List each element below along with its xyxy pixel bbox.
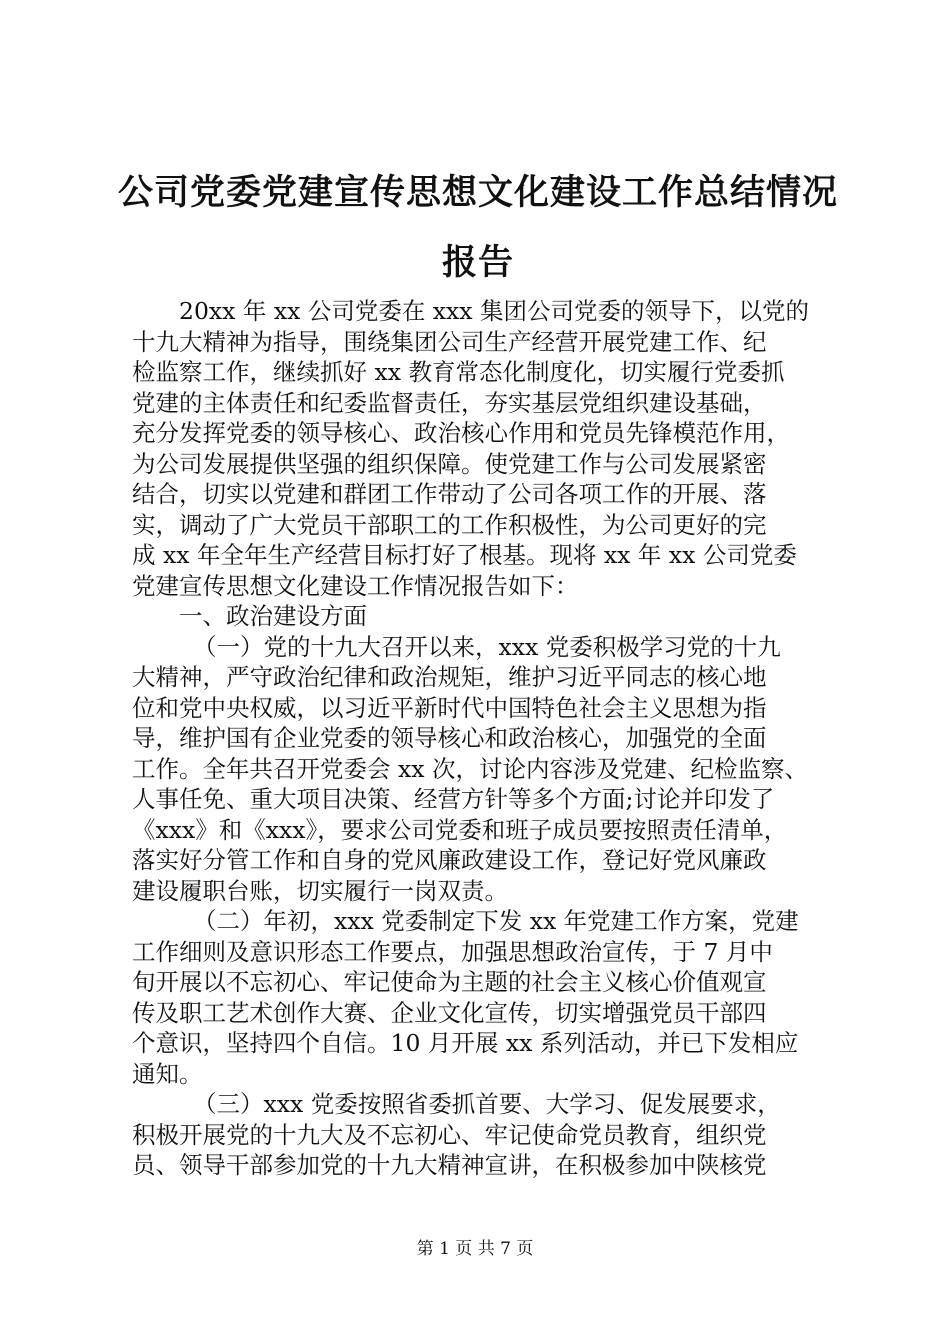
body-line: 导，维护国有企业党委的领导核心和政治核心，加强党的全面 xyxy=(132,724,767,752)
body-line: 位和党中央权威，以习近平新时代中国特色社会主义思想为指 xyxy=(132,693,767,722)
body-line: 检监察工作，继续抓好 xx 教育常态化制度化，切实履行党委抓 xyxy=(132,358,785,386)
title-line-2: 报告 xyxy=(441,243,514,283)
body-line: 员、领导干部参加党的十九大精神宣讲，在积极参加中陕核党 xyxy=(132,1151,767,1179)
body-line: 20xx 年 xx 公司党委在 xxx 集团公司党委的领导下，以党的 xyxy=(179,297,810,325)
body-line: 党建的主体责任和纪委监督责任，夯实基层党组织建设基础， xyxy=(132,388,767,417)
body-line: 工作细则及意识形态工作要点，加强思想政治宣传，于 7 月中 xyxy=(132,937,773,966)
document-title xyxy=(118,158,838,298)
body-line: 为公司发展提供坚强的组织保障。使党建工作与公司发展紧密 xyxy=(132,449,767,478)
body-line: （二）年初，xxx 党委制定下发 xx 年党建工作方案，党建 xyxy=(193,907,799,935)
title-line-1: 公司党委党建宣传思想文化建设工作总结情况 xyxy=(118,173,839,213)
body-line: （一）党的十九大召开以来，xxx 党委积极学习党的十九 xyxy=(193,632,781,661)
body-line: 党建宣传思想文化建设工作情况报告如下： xyxy=(132,571,579,600)
body-line: 成 xx 年全年生产经营目标打好了根基。现将 xx 年 xx 公司党委 xyxy=(132,541,797,569)
body-line: 结合，切实以党建和群团工作带动了公司各项工作的开展、落 xyxy=(132,480,767,508)
body-line: 落实好分管工作和自身的党风廉政建设工作，登记好党风廉政 xyxy=(132,846,767,874)
body-line: 建设履职台账，切实履行一岗双责。 xyxy=(132,876,508,905)
body-line: （三）xxx 党委按照省委抓首要、大学习、促发展要求， xyxy=(193,1090,781,1118)
body-line: 《xxx》和《xxx》，要求公司党委和班子成员要按照责任清单， xyxy=(132,815,788,844)
document-body xyxy=(132,296,832,1181)
body-line: 充分发挥党委的领导核心、政治核心作用和党员先锋模范作用， xyxy=(132,419,790,447)
body-line: 十九大精神为指导，围绕集团公司生产经营开展党建工作、纪 xyxy=(132,327,767,356)
body-line: 大精神，严守政治纪律和政治规矩，维护习近平同志的核心地 xyxy=(132,663,767,691)
body-line: 传及职工艺术创作大赛、企业文化宣传，切实增强党员干部四 xyxy=(132,998,767,1027)
body-line: 工作。全年共召开党委会 xx 次，讨论内容涉及党建、纪检监察、 xyxy=(132,754,808,783)
body-line: 人事任免、重大项目决策、经营方针等多个方面;讨论并印发了 xyxy=(132,785,775,813)
body-line: 个意识，坚持四个自信。10 月开展 xx 系列活动，并已下发相应 xyxy=(132,1029,799,1057)
body-line: 通知。 xyxy=(132,1059,203,1088)
body-line: 积极开展党的十九大及不忘初心、牢记使命党员教育，组织党 xyxy=(132,1120,767,1149)
page-number-footer: 第 1 页 共 7 页 xyxy=(416,1239,534,1259)
body-line: 旬开展以不忘初心、牢记使命为主题的社会主义核心价值观宣 xyxy=(132,968,767,996)
body-line: 实，调动了广大党员干部职工的工作积极性，为公司更好的完 xyxy=(132,510,767,539)
section-heading: 一、政治建设方面 xyxy=(179,602,367,630)
